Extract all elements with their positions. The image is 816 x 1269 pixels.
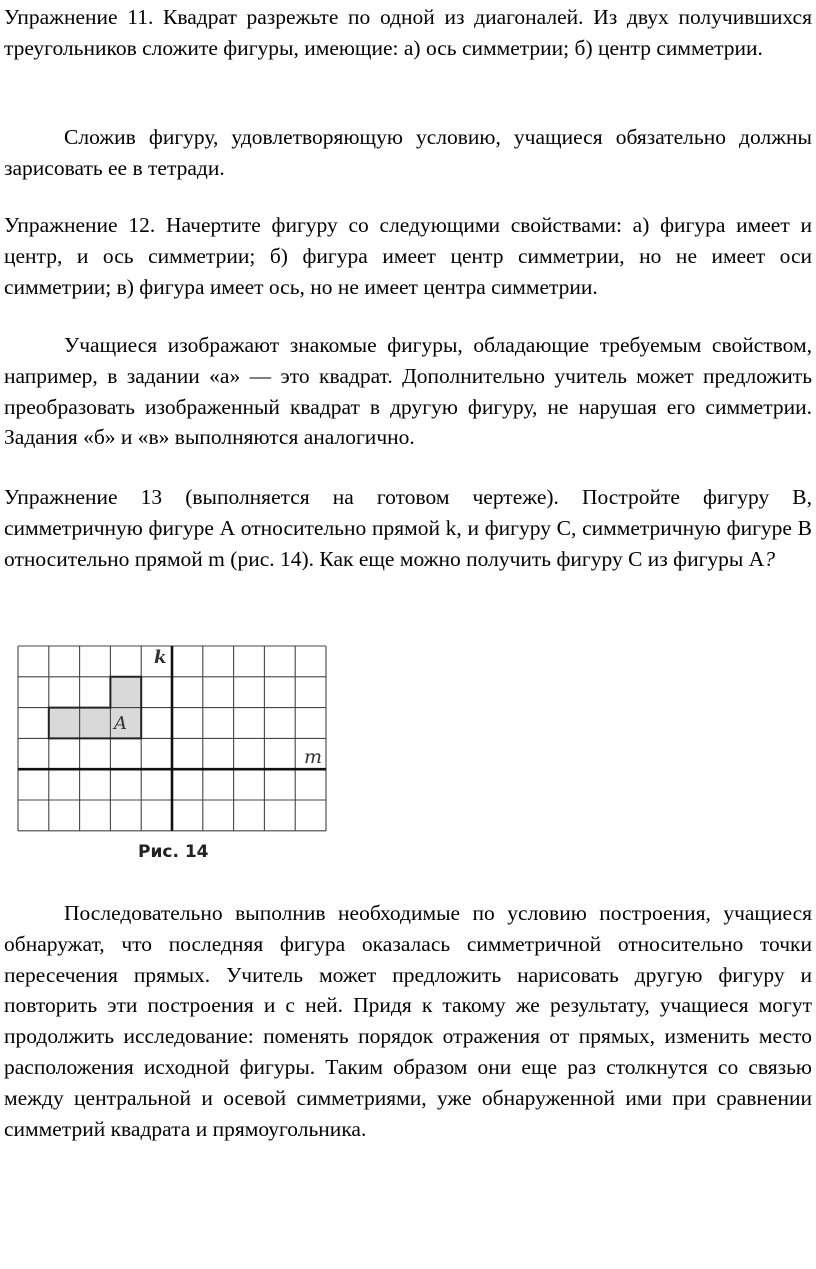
conclusion-paragraph: Последовательно выполнив необходимые по условию построения, учащиеся обнаружат, что последняя фигура оказалась симметричной относительно точки пересечения прямых. Учитель может предложить нарисовать другую фигуру и повторить эти построения и с ней. Придя к такому же результату, учащиеся могут продолжить исследование: поменять порядок отражения от прямых, изменить место расположения исходной фигуры. Таким образом они еще раз столкнутся со связью между центральной и осевой симметриями, уже обнаруженной ими при сравнении симметрий квадрата и прямоугольника. — [4, 901, 812, 1141]
exercise-13 — [4, 482, 812, 574]
shaded-cell-1 — [49, 708, 80, 739]
figure-a-label: A — [114, 713, 127, 734]
grid-diagram — [16, 644, 336, 840]
exercise-12-lead: Упражнение 12. — [4, 213, 156, 237]
exercise-11 — [4, 2, 812, 64]
exercise-13-text: Постройте фигуру В, симметричную фигуре А относительно прямой k, и фигуру С, симметричную фигуре В относительно прямой m (рис. 14). Как еще можно получить фигуру С из фигуры А — [4, 485, 812, 571]
exercise-11-note: Сложив фигуру, удовлетворяющую условию, учащиеся обязательно должны зарисовать ее в тетради. — [4, 125, 812, 180]
shaded-cell-0 — [110, 677, 141, 708]
exercise-12 — [4, 210, 812, 302]
exercise-11-lead: Упражнение 11. — [4, 5, 154, 29]
line-m-label: m — [304, 746, 323, 768]
figure-14 — [16, 644, 336, 874]
line-k-label: k — [154, 647, 167, 668]
exercise-12-text: Начертите фигуру со следующими свойствами: а) фигура имеет и центр, и ось симметрии; б) фигура имеет центр симметрии, но не имеет оси симметрии; в) фигура имеет ось, но не имеет центра симметрии. — [4, 213, 812, 299]
exercise-12-note: Учащиеся изображают знакомые фигуры, обладающие требуемым свойством, например, в задании «а» — это квадрат. Дополнительно учитель может предложить преобразовать изображенный квадрат в другую фигуру, не нарушая его симметрии. Задания «б» и «в» выполняются аналогично. — [4, 333, 812, 450]
exercise-13-question-mark: ? — [764, 546, 776, 571]
exercise-13-lead: Упражнение 13 (выполняется на готовом чертеже). — [4, 485, 559, 509]
figure-caption: Рис. 14 — [138, 842, 209, 862]
shaded-cell-2 — [80, 708, 111, 739]
exercise-11-text: Квадрат разрежьте по одной из диагоналей. Из двух получившихся треугольников сложите фигуры, имеющие: а) ось симметрии; б) центр симметрии. — [4, 5, 812, 60]
